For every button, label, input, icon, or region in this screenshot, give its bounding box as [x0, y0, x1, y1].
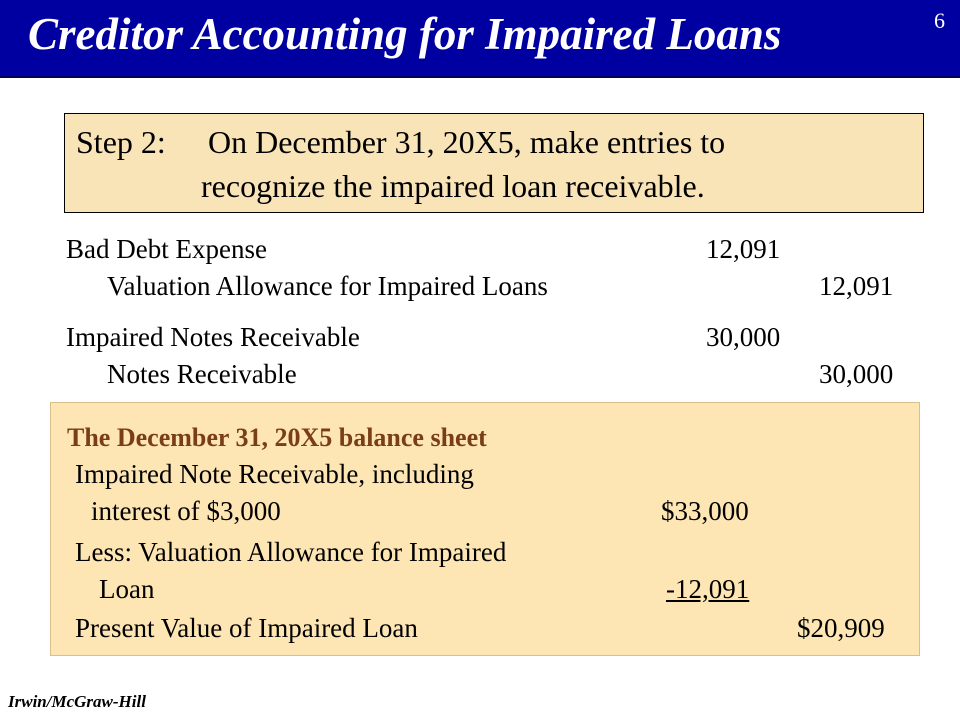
step-label: Step 2:	[76, 124, 166, 160]
entry1-credit-amount: 12,091	[819, 271, 894, 301]
step-box	[64, 113, 924, 213]
entry1-debit-account: Bad Debt Expense	[66, 234, 267, 264]
bs-line2-a: Less: Valuation Allowance for Impaired	[75, 537, 507, 567]
bs-amount3: $20,909	[797, 613, 885, 643]
publisher-footer: Irwin/McGraw-Hill	[8, 692, 146, 711]
slide-number: 6	[934, 8, 945, 33]
entry2-credit-account: Notes Receivable	[107, 359, 297, 389]
bs-line1-a: Impaired Note Receivable, including	[75, 459, 474, 489]
bs-amount1: $33,000	[661, 496, 749, 526]
step-text-line-1: On December 31, 20X5, make entries to	[208, 124, 726, 160]
balance-sheet-box	[50, 402, 920, 656]
balance-sheet-title: The December 31, 20X5 balance sheet	[67, 423, 487, 452]
entry2-debit-account: Impaired Notes Receivable	[66, 322, 360, 352]
bs-line1-b: interest of $3,000	[91, 496, 281, 526]
slide-title: Creditor Accounting for Impaired Loans	[28, 9, 782, 59]
entry2-credit-amount: 30,000	[819, 359, 894, 389]
entry2-debit-amount: 30,000	[706, 322, 781, 352]
step-text-line-2: recognize the impaired loan receivable.	[201, 168, 705, 204]
entry1-debit-amount: 12,091	[706, 234, 781, 264]
bs-line2-b: Loan	[99, 574, 155, 604]
bs-line3: Present Value of Impaired Loan	[75, 613, 418, 643]
entry1-credit-account: Valuation Allowance for Impaired Loans	[107, 271, 548, 301]
bs-amount2: -12,091	[666, 574, 750, 604]
title-bar	[0, 0, 960, 78]
